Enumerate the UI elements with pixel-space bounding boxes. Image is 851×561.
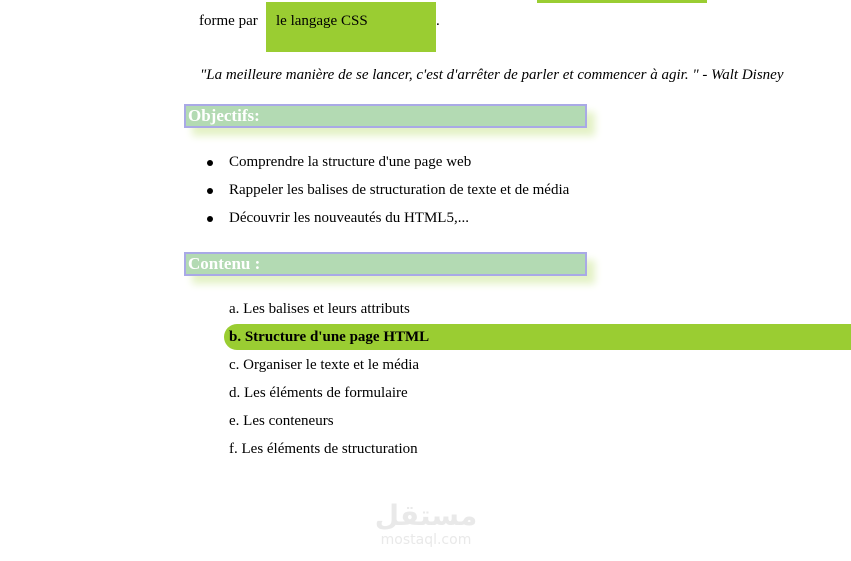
list-item: Rappeler les balises de structuration de texte et de média bbox=[229, 181, 569, 209]
content-item-active[interactable]: b. Structure d'une page HTML bbox=[224, 324, 851, 350]
css-highlight-box: le langage CSS bbox=[266, 2, 436, 52]
list-item: Comprendre la structure d'une page web bbox=[229, 153, 569, 181]
mostaql-watermark bbox=[373, 500, 479, 548]
contenu-list bbox=[224, 300, 851, 468]
watermark-domain: mostaql.com bbox=[380, 532, 472, 548]
intro-suffix: . bbox=[436, 13, 440, 29]
content-item[interactable]: f. Les éléments de structuration bbox=[229, 441, 418, 457]
objectifs-list bbox=[229, 153, 569, 237]
section-header-objectifs: Objectifs: bbox=[184, 104, 587, 128]
content-item[interactable]: a. Les balises et leurs attributs bbox=[229, 301, 410, 317]
intro-text: forme par bbox=[199, 13, 258, 29]
content-item[interactable]: e. Les conteneurs bbox=[229, 413, 334, 429]
quote: "La meilleure manière de se lancer, c'est d'arrêter de parler et commencer à agir. " - Walt Disney bbox=[200, 67, 784, 83]
section-header-contenu: Contenu : bbox=[184, 252, 587, 276]
watermark-logo: مستقل bbox=[374, 499, 478, 532]
content-item[interactable]: d. Les éléments de formulaire bbox=[229, 385, 408, 401]
top-accent-bar bbox=[537, 0, 707, 3]
content-item[interactable]: c. Organiser le texte et le média bbox=[229, 357, 420, 373]
list-item: Découvrir les nouveautés du HTML5,... bbox=[229, 209, 569, 237]
